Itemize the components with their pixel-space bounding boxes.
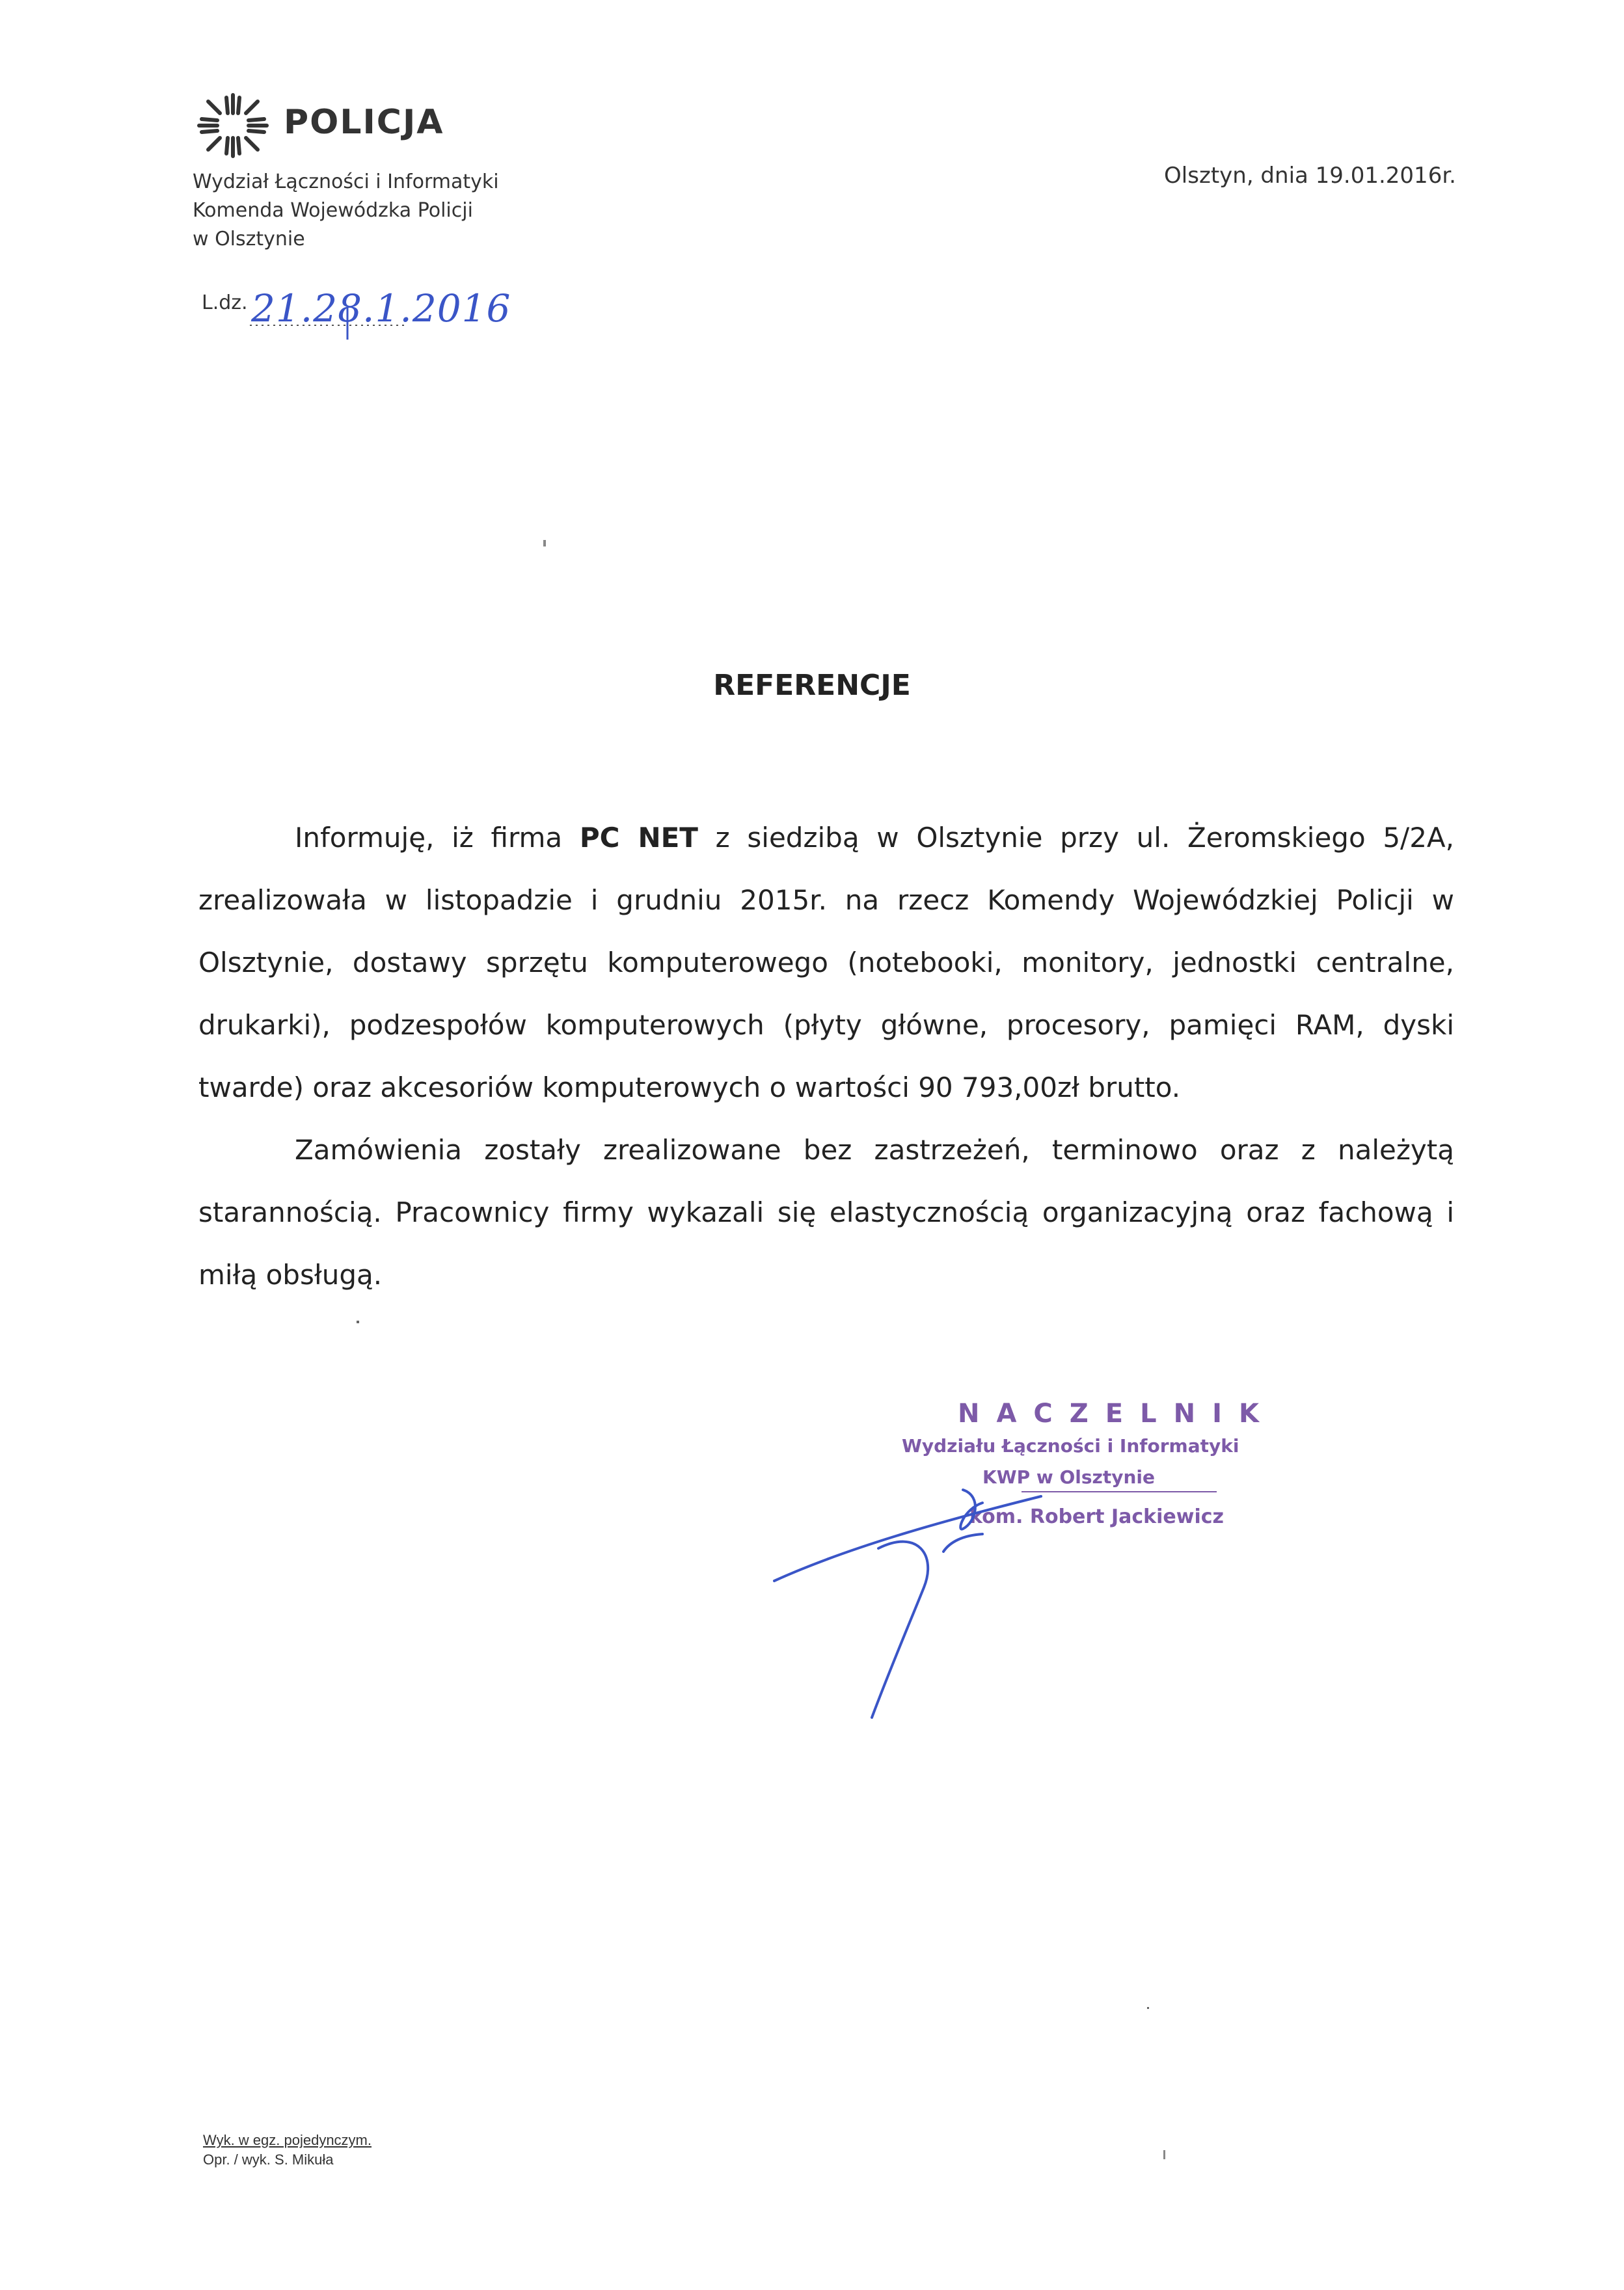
scan-speck bbox=[357, 1321, 359, 1323]
footer-author-note: Opr. / wyk. S. Mikuła bbox=[203, 2151, 334, 2168]
issuing-unit bbox=[193, 168, 499, 254]
body-paragraph: Informuję, iż firma PC NET z siedzibą w Olsztynie przy ul. Żeromskiego 5/2A, zrealizowała w listopadzie i grudniu 2015r. na rzecz Komendy Wojewódzkiej Policji w Olsztynie, dostawy sprzętu komputerowego (notebooki, monitory, jednostki centralne, drukarki), podzespołów komputerowych (płyty główne, procesory, pamięci RAM, dyski twarde) oraz akcesoriów komputerowych o wartości 90 793,00zł brutto. bbox=[198, 822, 1455, 1103]
stamp-title: NACZELNIK bbox=[958, 1399, 1276, 1429]
police-star-logo-icon bbox=[194, 90, 272, 161]
document-title: REFERENCJE bbox=[713, 669, 911, 702]
handwritten-signature bbox=[768, 1451, 1132, 1737]
logo-wordmark: POLICJA bbox=[284, 103, 444, 142]
scan-speck bbox=[1147, 2007, 1149, 2009]
stamp-department: Wydziału Łączności i Informatyki bbox=[902, 1435, 1239, 1457]
scan-speck bbox=[543, 540, 546, 546]
company-name: PC NET bbox=[579, 822, 698, 854]
place-and-date: Olsztyn, dnia 19.01.2016r. bbox=[1164, 163, 1456, 189]
stamp-name: kom. Robert Jackiewicz bbox=[969, 1505, 1224, 1528]
body-paragraph: Zamówienia zostały zrealizowane bez zastrzeżeń, terminowo oraz z należytą starannością. Pracownicy firmy wykazali się elastycznością organizacyjną oraz fachową i miłą obsługą. bbox=[198, 1134, 1454, 1291]
reference-number-label: L.dz. bbox=[202, 291, 248, 314]
unit-line: w Olsztynie bbox=[193, 228, 305, 250]
scan-speck bbox=[1163, 2150, 1165, 2159]
footer-note bbox=[203, 2131, 372, 2170]
footer-copies-note: Wyk. w egz. pojedynczym. bbox=[203, 2132, 372, 2148]
handwritten-reference-number bbox=[250, 272, 511, 344]
stamp-command: KWP w Olsztynie bbox=[982, 1466, 1155, 1488]
letter-body bbox=[198, 807, 1454, 1306]
unit-line: Wydział Łączności i Informatyki bbox=[193, 170, 499, 193]
unit-line: Komenda Wojewódzka Policji bbox=[193, 199, 473, 222]
svg-text:21.28.1.2016: 21.28.1.2016 bbox=[251, 286, 511, 330]
